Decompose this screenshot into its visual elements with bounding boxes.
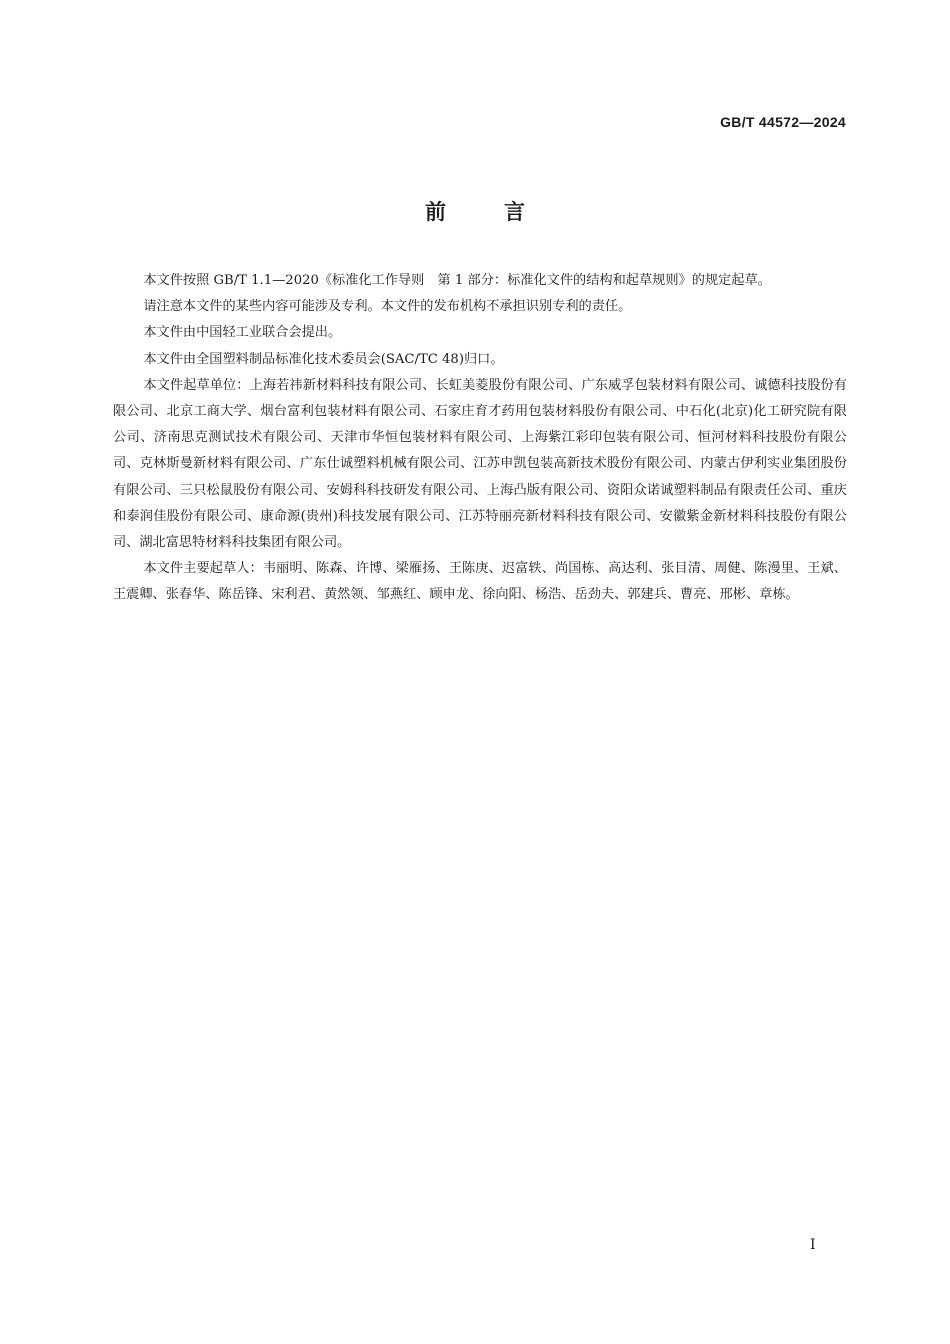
paragraph-committee: 本文件由全国塑料制品标准化技术委员会(SAC/TC 48)归口。 — [143, 351, 504, 367]
foreword-body — [113, 268, 847, 609]
paragraph-drafters: 本文件主要起草人：韦丽明、陈森、许博、梁雁扬、王陈庚、迟富轶、尚国栋、高达利、张目清、周健、陈漫里、王斌、王震卿、张春华、陈岳锋、宋利君、黄然领、邹燕红、顾申龙、徐向阳、杨浩、岳劲夫、郭建兵、曹亮、邢彬、章栋。 — [113, 561, 847, 603]
paragraph-drafting-rules: 本文件按照 GB/T 1.1—2020《标准化工作导则 第 1 部分：标准化文件的结构和起草规则》的规定起草。 — [143, 273, 771, 288]
page-number: I — [810, 1237, 816, 1253]
paragraph-drafting-units: 本文件起草单位：上海若祎新材料科技有限公司、长虹美菱股份有限公司、广东威孚包装材料有限公司、诚德科技股份有限公司、北京工商大学、烟台富利包装材料有限公司、石家庄育才药用包装材料股份有限公司、中石化(北京)化工研究院有限公司、济南思克测试技术有限公司、天津市华恒包装材料有限公司、上海紫江彩印包装有限公司、恒河材料科技股份有限公司、克林斯曼新材料有限公司、广东仕诚塑料机械有限公司、江苏申凯包装高新技术股份有限公司、内蒙古伊利实业集团股份有限公司、三只松鼠股份有限公司、安姆科科技研发有限公司、上海凸版有限公司、资阳众诺诚塑料制品有限责任公司、重庆和泰润佳股份有限公司、康命源(贵州)科技发展有限公司、江苏特丽亮新材料科技有限公司、安徽紫金新材料科技股份有限公司、湖北富思特材料科技集团有限公司。 — [113, 377, 847, 551]
page-title: 前言 — [425, 200, 583, 224]
paragraph-patent-notice: 请注意本文件的某些内容可能涉及专利。本文件的发布机构不承担识别专利的责任。 — [143, 299, 632, 315]
paragraph-proposer: 本文件由中国轻工业联合会提出。 — [143, 325, 342, 341]
standard-code: GB/T 44572—2024 — [720, 114, 846, 130]
